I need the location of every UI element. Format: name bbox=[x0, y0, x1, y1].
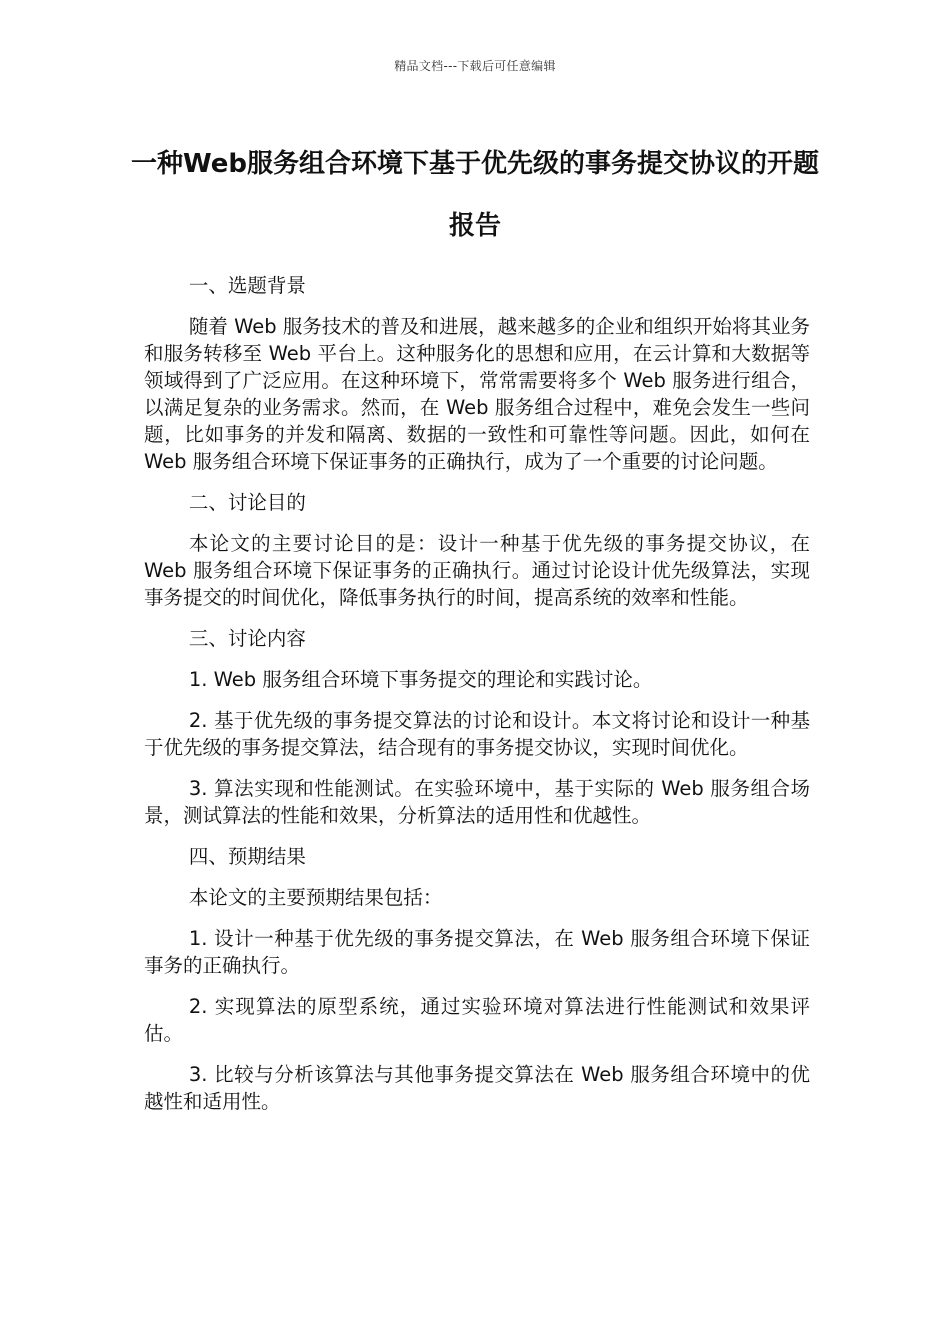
expected-result-item-1: 1. 设计一种基于优先级的事务提交算法，在 Web 服务组合环境下保证事务的正确执行。 bbox=[144, 927, 810, 977]
document-body bbox=[144, 272, 810, 1129]
document-title: 一种Web服务组合环境下基于优先级的事务提交协议的开题报告 bbox=[131, 149, 819, 241]
expected-results-intro: 本论文的主要预期结果包括： bbox=[188, 886, 443, 909]
content-item-2: 2. 基于优先级的事务提交算法的讨论和设计。本文将讨论和设计一种基于优先级的事务提交算法，结合现有的事务提交协议，实现时间优化。 bbox=[144, 709, 810, 759]
header-note: 精品文档---下载后可任意编辑 bbox=[394, 59, 556, 73]
content-item-3: 3. 算法实现和性能测试。在实验环境中，基于实际的 Web 服务组合场景，测试算法的性能和效果，分析算法的适用性和优越性。 bbox=[144, 777, 810, 827]
paragraph-purpose: 本论文的主要讨论目的是：设计一种基于优先级的事务提交协议，在 Web 服务组合环境下保证事务的正确执行。通过讨论设计优先级算法，实现事务提交的时间优化，降低事务执行的时间，提高系统的效率和性能。 bbox=[144, 532, 810, 609]
expected-result-item-3: 3. 比较与分析该算法与其他事务提交算法在 Web 服务组合环境中的优越性和适用性。 bbox=[144, 1063, 810, 1113]
section-heading-expected-results: 四、预期结果 bbox=[188, 845, 306, 868]
expected-result-item-2: 2. 实现算法的原型系统，通过实验环境对算法进行性能测试和效果评估。 bbox=[144, 995, 810, 1045]
paragraph-background: 随着 Web 服务技术的普及和进展，越来越多的企业和组织开始将其业务和服务转移至 Web 平台上。这种服务化的思想和应用，在云计算和大数据等领域得到了广泛应用。在这种环境下，常常需要将多个 Web 服务进行组合，以满足复杂的业务需求。然而，在 Web 服务组合过程中，难免会发生一些问题，比如事务的并发和隔离、数据的一致性和可靠性等问题。因此，如何在 Web 服务组合环境下保证事务的正确执行，成为了一个重要的讨论问题。 bbox=[144, 315, 810, 473]
content-item-1: 1. Web 服务组合环境下事务提交的理论和实践讨论。 bbox=[188, 668, 653, 691]
section-heading-purpose: 二、讨论目的 bbox=[188, 491, 306, 514]
section-heading-background: 一、选题背景 bbox=[188, 274, 306, 297]
section-heading-content: 三、讨论内容 bbox=[188, 627, 306, 650]
